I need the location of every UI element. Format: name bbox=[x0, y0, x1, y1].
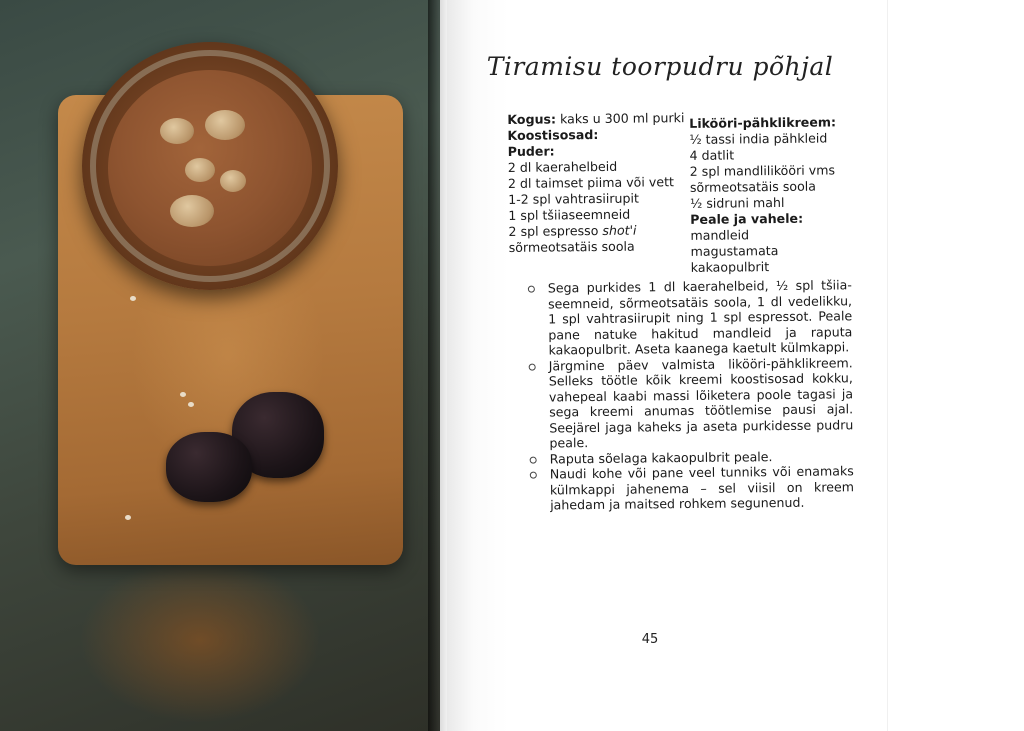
date-fruit bbox=[166, 432, 252, 502]
recipe-photo bbox=[0, 0, 440, 731]
topping-item: kakaopulbrit bbox=[690, 259, 770, 275]
topping-item: magustamata bbox=[690, 242, 779, 259]
almond-piece bbox=[220, 170, 246, 192]
ingredient-item: sõrmeotsatäis soola bbox=[508, 238, 635, 255]
recipe-title: Tiramisu toorpudru põhjal bbox=[486, 52, 834, 81]
ingredient-item: ½ sidruni mahl bbox=[690, 194, 785, 211]
instruction-step: Raputa sõelaga kakaopulbrit peale. bbox=[524, 448, 854, 467]
crumb bbox=[180, 392, 186, 397]
instruction-step: Naudi kohe või pane veel tunniks või enamaks külmkappi jahenema – sel viisil on kreem jahedam ja maitsed rohkem segunenud. bbox=[524, 463, 854, 513]
instruction-step: Sega purkides 1 dl kaerahelbeid, ½ spl tšiia-seemneid, sõrmeotsatäis soola, 1 dl vedelikku, 1 spl vahtrasiirupit ning 1 spl espressot. Peale pane natuke hakitud mandleid ja raputa kakaopulbrit. Aseta kaanega kaetult külmkappi. bbox=[522, 277, 853, 358]
almond-piece bbox=[185, 158, 215, 182]
amount-label: Kogus: bbox=[507, 111, 557, 127]
amount-line bbox=[507, 110, 687, 128]
espresso-line bbox=[508, 222, 688, 240]
topping-heading: Peale ja vahele: bbox=[690, 210, 804, 227]
almond-piece bbox=[205, 110, 245, 140]
crumb bbox=[130, 296, 136, 301]
cream-heading: Likööri-pähklikreem: bbox=[689, 114, 837, 131]
topping-item: mandleid bbox=[690, 227, 750, 243]
amount-value: kaks u 300 ml purki bbox=[559, 110, 685, 127]
instruction-step: Järgmine päev valmista likööri-pähklikreem. Selleks töötle kõik kreemi koostisosad kokku, vahepeal kaabi massi lõiketera poole tagasi ja sega kreemi anumas töötlemise pausi ajal. Seejärel jaga kaheks ja aseta purkidesse pudru peale. bbox=[523, 355, 854, 451]
ingredients-right-column bbox=[689, 114, 866, 276]
ingredient-item: 2 dl taimset piima või vett bbox=[507, 174, 674, 191]
instruction-steps bbox=[522, 277, 854, 513]
page-edge bbox=[887, 0, 1024, 731]
ingredient-item: 1 spl tšiiaseemneid bbox=[508, 206, 631, 223]
ingredient-item: 2 spl mandlilikööri vms bbox=[689, 162, 836, 179]
espresso-prefix: 2 spl espresso bbox=[508, 222, 603, 239]
almond-piece bbox=[160, 118, 194, 144]
crumb bbox=[125, 515, 131, 520]
ingredient-item: 1-2 spl vahtrasiirupit bbox=[508, 190, 640, 207]
espresso-shot: shot'i bbox=[602, 222, 637, 238]
ingredient-item: ½ tassi india pähkleid bbox=[689, 130, 828, 147]
ingredients-left-column bbox=[507, 110, 688, 256]
ingredient-item: sõrmeotsatäis soola bbox=[689, 178, 817, 195]
ingredients-heading: Koostisosad: bbox=[507, 126, 599, 143]
porridge-heading: Puder: bbox=[507, 143, 555, 159]
almond-piece bbox=[170, 195, 214, 227]
ingredient-item: 4 datlit bbox=[689, 147, 735, 163]
page-number: 45 bbox=[641, 632, 659, 647]
ingredient-item: 2 dl kaerahelbeid bbox=[507, 158, 618, 175]
crumb bbox=[188, 402, 194, 407]
